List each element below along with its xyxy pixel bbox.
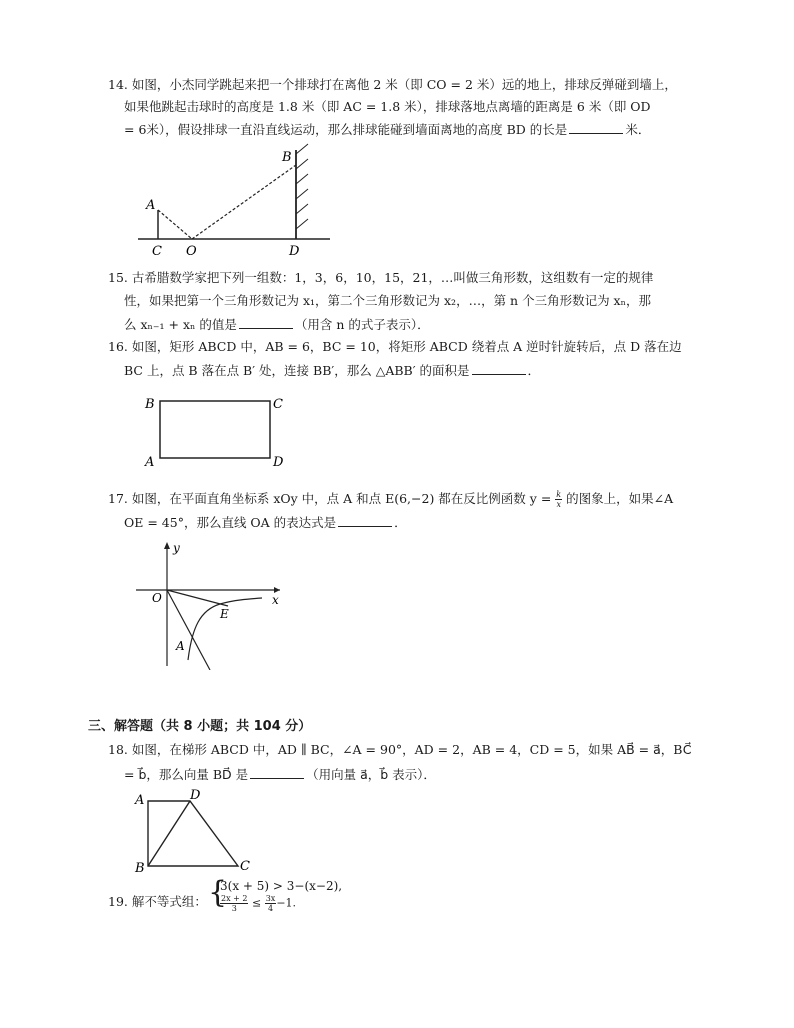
answer-blank-q15[interactable] [239, 316, 293, 329]
label-a: A [135, 793, 145, 808]
ball-path-ao [158, 210, 192, 239]
label-o: O [186, 244, 197, 259]
q18-line-2-tail: （用向量 a⃗，b⃗ 表示）． [306, 767, 436, 782]
section-three-heading: 三、解答题（共 8 小题；共 104 分） [88, 719, 312, 734]
q17-figure [130, 538, 290, 670]
q16-line-1: 16. 如图，矩形 ABCD 中，AB = 6，BC = 10，将矩形 ABCD 绕着点 A 逆时针旋转后，点 D 落在边 [108, 339, 682, 354]
diagonal-bd [148, 801, 190, 866]
ball-path-ob [192, 165, 296, 239]
q15-line-3-tail: （用含 n 的式子表示）． [294, 317, 430, 332]
fraction-right [265, 894, 277, 913]
label-b: B [135, 861, 145, 876]
q14-line-1: 14. 如图，小杰同学跳起来把一个排球打在离他 2 米（即 CO = 2 米）远的地上，排球反弹碰到墙上， [108, 77, 677, 92]
q18-figure [130, 786, 260, 876]
answer-blank-q14[interactable] [569, 121, 623, 134]
q17-line-2-tail: ． [394, 515, 407, 530]
label-d: D [190, 788, 201, 803]
q14-line-2: 如果他跳起击球时的高度是 1.8 米（即 AC = 1.8 米），排球落地点离墙的距离是 6 米（即 OD [124, 99, 651, 114]
label-x: x [272, 593, 279, 607]
fraction-right-numerator: 3x [265, 894, 276, 903]
label-b: B [145, 397, 155, 412]
q14-figure [130, 142, 340, 262]
y-axis-arrow-icon [164, 542, 170, 549]
q15-line-3-text: 么 xₙ₋₁ + xₙ 的值是 [124, 317, 237, 332]
inequality-sign: ≤ [251, 896, 262, 910]
fraction-denominator: x [556, 500, 561, 509]
q16-line-2-tail: ． [527, 363, 541, 378]
wall-hatching [296, 144, 308, 229]
line-oe [167, 590, 228, 606]
q15-line-1: 15. 古希腊数学家把下列一组数：1，3，6，10，15，21，…叫做三角形数，这组数有一定的规律 [108, 270, 654, 285]
label-c: C [240, 859, 250, 874]
q19-inequality-2 [220, 894, 296, 913]
q16-figure [140, 390, 300, 472]
q17-line-2 [124, 514, 407, 531]
label-a: A [176, 639, 185, 653]
trapezoid-abcd [148, 801, 238, 866]
q19-inequality-1: 3(x + 5) > 3−(x−2), [220, 879, 343, 893]
q14-line-3-tail: 米． [625, 122, 651, 137]
answer-blank-q18[interactable] [250, 766, 304, 779]
label-c: C [273, 397, 283, 412]
q18-line-1: 18. 如图，在梯形 ABCD 中，AD ∥ BC，∠A = 90°，AD = 2，AB = 4，CD = 5，如果 AB⃗ = a⃗，BC⃗ [108, 742, 692, 757]
q17-line-1-tail: 的图象上，如果∠A [566, 491, 674, 506]
q15-line-2: 性，如果把第一个三角形数记为 x₁，第二个三角形数记为 x₂，…，第 n 个三角形数记为 xₙ，那 [124, 293, 651, 308]
rectangle-abcd [160, 401, 270, 458]
label-y: y [173, 541, 180, 555]
answer-blank-q17[interactable] [338, 514, 392, 527]
label-b: B [282, 150, 292, 165]
label-e: E [220, 607, 229, 621]
q18-line-2 [124, 766, 436, 783]
label-d: D [273, 455, 284, 470]
label-a: A [146, 198, 156, 213]
fraction-k-over-x [555, 490, 562, 509]
inequality-tail: −1. [276, 896, 297, 910]
fraction-left [220, 894, 248, 913]
q18-line-2-text: = b⃗，那么向量 BD⃗ 是 [124, 767, 249, 782]
fraction-left-numerator: 2x + 2 [221, 894, 248, 903]
answer-blank-q16[interactable] [472, 362, 526, 375]
fraction-left-denominator: 3 [231, 904, 237, 913]
q14-line-3 [124, 121, 650, 138]
q14-line-3-text: = 6米），假设排球一直沿直线运动，那么排球能碰到墙面离地的高度 BD 的长是 [124, 122, 568, 137]
q17-line-1 [108, 490, 673, 509]
q19-prefix: 19. 解不等式组： [108, 894, 207, 909]
brace-icon: { [208, 875, 228, 910]
q16-line-2 [124, 362, 540, 379]
label-a: A [145, 455, 155, 470]
label-d: D [289, 244, 300, 259]
fraction-right-denominator: 4 [267, 904, 274, 913]
q17-line-1-text: 17. 如图，在平面直角坐标系 xOy 中，点 A 和点 E(6,−2) 都在反比例函数 y = [108, 491, 552, 506]
q17-line-2-text: OE = 45°，那么直线 OA 的表达式是 [124, 515, 337, 530]
fraction-numerator: k [556, 490, 562, 499]
q15-line-3 [124, 316, 430, 333]
label-o: O [152, 591, 162, 605]
q16-line-2-text: BC 上，点 B 落在点 B′ 处，连接 BB′，那么 △ABB′ 的面积是 [124, 363, 470, 378]
label-c: C [152, 244, 162, 259]
